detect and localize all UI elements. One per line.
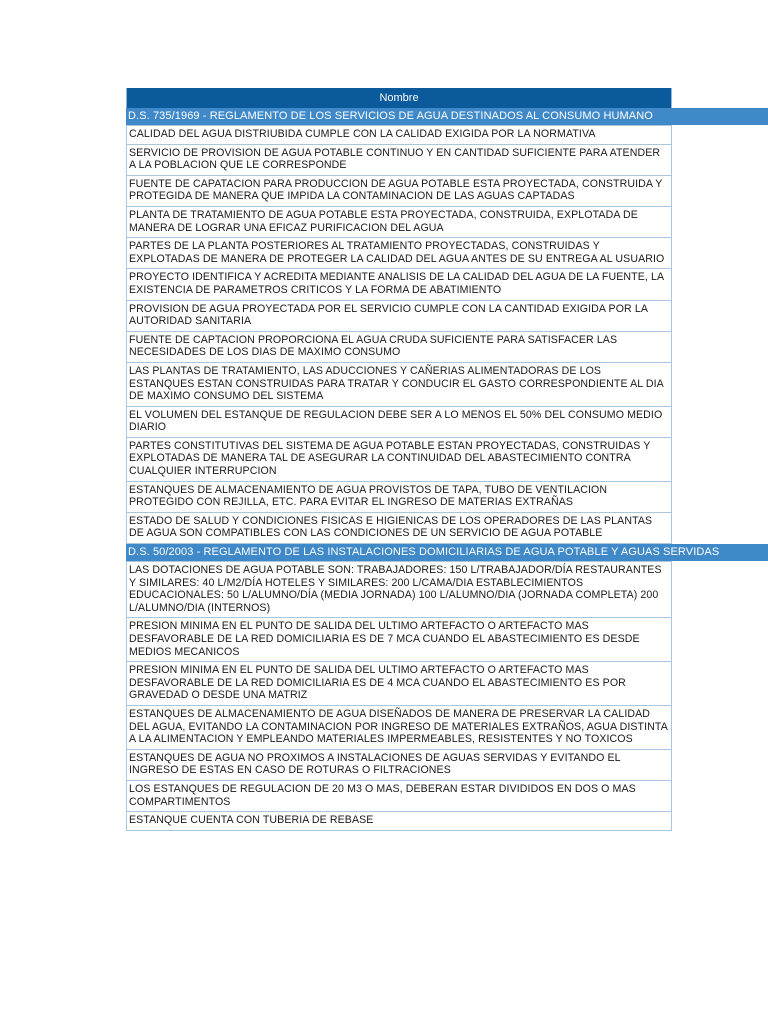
table-row[interactable]: PROVISION DE AGUA PROYECTADA POR EL SERVICIO CUMPLE CON LA CANTIDAD EXIGIDA POR LA AUTORIDAD SANITARIA bbox=[126, 301, 672, 332]
table-row[interactable]: PLANTA DE TRATAMIENTO DE AGUA POTABLE ESTA PROYECTADA, CONSTRUIDA, EXPLOTADA DE MANERA DE LOGRAR UNA EFICAZ PURIFICACION DEL AGUA bbox=[126, 207, 672, 238]
requirements-table bbox=[126, 88, 768, 831]
table-row[interactable]: PARTES DE LA PLANTA POSTERIORES AL TRATAMIENTO PROYECTADAS, CONSTRUIDAS Y EXPLOTADAS DE MANERA DE PROTEGER LA CALIDAD DEL AGUA ANTES DE SU ENTREGA AL USUARIO bbox=[126, 238, 672, 269]
section-header-ds-50[interactable]: D.S. 50/2003 - REGLAMENTO DE LAS INSTALACIONES DOMICILIARIAS DE AGUA POTABLE Y AGUAS SERVIDAS bbox=[126, 544, 768, 561]
table-row[interactable]: CALIDAD DEL AGUA DISTRIUBIDA CUMPLE CON LA CALIDAD EXIGIDA POR LA NORMATIVA bbox=[126, 125, 672, 145]
table-row[interactable]: ESTANQUES DE ALMACENAMIENTO DE AGUA PROVISTOS DE TAPA, TUBO DE VENTILACION PROTEGIDO CON REJILLA, ETC. PARA EVITAR EL INGRESO DE MATERIAS EXTRAÑAS bbox=[126, 482, 672, 513]
table-row[interactable]: ESTANQUES DE ALMACENAMIENTO DE AGUA DISEÑADOS DE MANERA DE PRESERVAR LA CALIDAD DEL AGUA, EVITANDO LA CONTAMINACION POR INGRESO DE MATERIALES EXTRAÑOS, AGUA DISTINTA A LA ALIMENTACION Y EMPLEANDO MATERIALES IMPERMEABLES, RESISTENTES Y NO TOXICOS bbox=[126, 706, 672, 750]
table-row[interactable]: ESTANQUES DE AGUA NO PROXIMOS A INSTALACIONES DE AGUAS SERVIDAS Y EVITANDO EL INGRESO DE ESTAS EN CASO DE ROTURAS O FILTRACIONES bbox=[126, 750, 672, 781]
table-row[interactable]: PROYECTO IDENTIFICA Y ACREDITA MEDIANTE ANALISIS DE LA CALIDAD DEL AGUA DE LA FUENTE, LA EXISTENCIA DE PARAMETROS CRITICOS Y LA FORMA DE ABATIMIENTO bbox=[126, 269, 672, 300]
table-row[interactable]: SERVICIO DE PROVISION DE AGUA POTABLE CONTINUO Y EN CANTIDAD SUFICIENTE PARA ATENDER A LA POBLACION QUE LE CORRESPONDE bbox=[126, 145, 672, 176]
table-row[interactable]: LOS ESTANQUES DE REGULACION DE 20 M3 O MAS, DEBERAN ESTAR DIVIDIDOS EN DOS O MAS COMPARTIMENTOS bbox=[126, 781, 672, 812]
section-header-ds-735[interactable]: D.S. 735/1969 - REGLAMENTO DE LOS SERVICIOS DE AGUA DESTINADOS AL CONSUMO HUMANO bbox=[126, 108, 768, 125]
column-header-nombre[interactable]: Nombre bbox=[126, 88, 672, 108]
table-row[interactable]: FUENTE DE CAPATACION PARA PRODUCCION DE AGUA POTABLE ESTA PROYECTADA, CONSTRUIDA Y PROTEGIDA DE MANERA QUE IMPIDA LA CONTAMINACION DE LAS AGUAS CAPTADAS bbox=[126, 176, 672, 207]
table-row[interactable]: FUENTE DE CAPTACION PROPORCIONA EL AGUA CRUDA SUFICIENTE PARA SATISFACER LAS NECESIDADES DE LOS DIAS DE MAXIMO CONSUMO bbox=[126, 332, 672, 363]
table-row[interactable]: PRESION MINIMA EN EL PUNTO DE SALIDA DEL ULTIMO ARTEFACTO O ARTEFACTO MAS DESFAVORABLE DE LA RED DOMICILIARIA ES DE 7 MCA CUANDO EL ABASTECIMIENTO ES DESDE MEDIOS MECANICOS bbox=[126, 618, 672, 662]
table-row[interactable]: EL VOLUMEN DEL ESTANQUE DE REGULACION DEBE SER A LO MENOS EL 50% DEL CONSUMO MEDIO DIARIO bbox=[126, 407, 672, 438]
table-row[interactable]: LAS DOTACIONES DE AGUA POTABLE SON: TRABAJADORES: 150 L/TRABAJADOR/DÍA RESTAURANTES Y SIMILARES: 40 L/M2/DÍA HOTELES Y SIMILARES: 200 L/CAMA/DIA ESTABLECIMIENTOS EDUCACIONALES: 50 L/ALUMNO/DÍA (MEDIA JORNADA) 100 L/ALUMNO/DIA (JORNADA COMPLETA) 200 L/ALUMNO/DIA (INTERNOS) bbox=[126, 561, 672, 618]
table-row[interactable]: PRESION MINIMA EN EL PUNTO DE SALIDA DEL ULTIMO ARTEFACTO O ARTEFACTO MAS DESFAVORABLE DE LA RED DOMICILIARIA ES DE 4 MCA CUANDO EL ABASTECIMIENTO ES POR GRAVEDAD O DESDE UNA MATRIZ bbox=[126, 662, 672, 706]
table-row[interactable]: LAS PLANTAS DE TRATAMIENTO, LAS ADUCCIONES Y CAÑERIAS ALIMENTADORAS DE LOS ESTANQUES ESTAN CONSTRUIDAS PARA TRATAR Y CONDUCIR EL GASTO CORRESPONDIENTE AL DIA DE MAXIMO CONSUMO DEL SISTEMA bbox=[126, 363, 672, 407]
table-row[interactable]: ESTADO DE SALUD Y CONDICIONES FISICAS E HIGIENICAS DE LOS OPERADORES DE LAS PLANTAS DE AGUA SON COMPATIBLES CON LAS CONDICIONES DE UN SERVICIO DE AGUA POTABLE bbox=[126, 513, 672, 544]
table-row[interactable]: ESTANQUE CUENTA CON TUBERIA DE REBASE bbox=[126, 812, 672, 831]
table-row[interactable]: PARTES CONSTITUTIVAS DEL SISTEMA DE AGUA POTABLE ESTAN PROYECTADAS, CONSTRUIDAS Y EXPLOTADAS DE MANERA TAL DE ASEGURAR LA CONTINUIDAD DEL ABASTECIMIENTO CONTRA CUALQUIER INTERRUPCION bbox=[126, 438, 672, 482]
